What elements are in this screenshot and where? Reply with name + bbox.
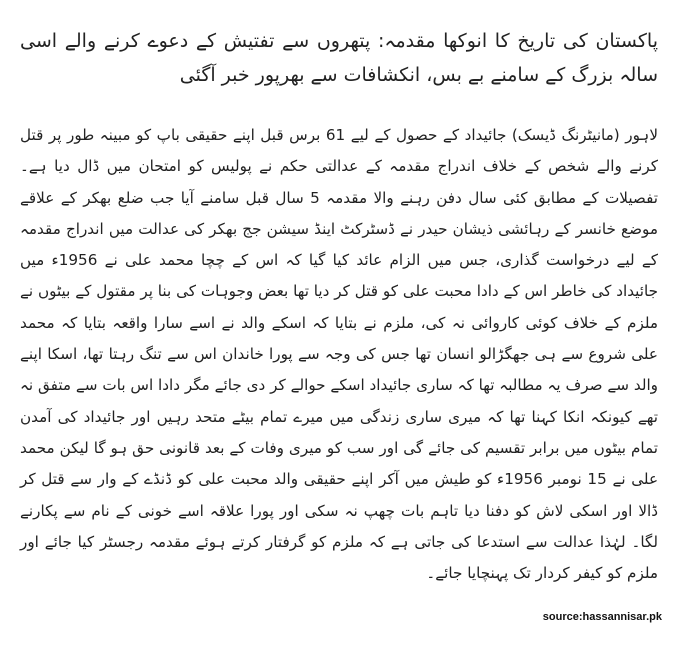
source-credit: source:hassannisar.pk <box>542 611 662 623</box>
article-body: لاہور (مانیٹرنگ ڈیسک) جائیداد کے حصول کے لیے 61 برس قبل اپنے حقیقی باپ کو مبینہ طور پر قتل کرنے والے شخص کے خلاف اندراج مقدمہ کے عدالتی حکم نے پولیس کو امتحان میں ڈال دیا ہے۔ تفصیلات کے مطابق کئی سال دفن رہنے والا مقدمہ 5 سال قبل سامنے آیا جب ضلع بھکر کے علاقے موضع خانسر کے رہائشی ذیشان حیدر نے ڈسٹرکٹ اینڈ سیشن جج بھکر کی عدالت میں اندراج مقدمہ کے لیے درخواست گذاری، جس میں الزام عائد کیا گیا کہ اس کے چچا محمد علی نے 1956ء میں جائیداد کی خاطر اس کے دادا محبت علی کو قتل کر دیا تھا بعض وجوہات کی بنا پر مقتول کے بیٹوں نے ملزم کے خلاف کوئی کاروائی نہ کی، ملزم نے بتایا کہ اسکے والد نے اسے سارا واقعہ بتایا کہ محمد علی شروع سے ہی جھگڑالو انسان تھا جس کی وجہ سے پورا خاندان اس سے تنگ رہتا تھا، اسکا اپنے والد سے صرف یہ مطالبہ تھا کہ ساری جائیداد اسکے حوالے کر دی جائے مگر دادا اس بات سے متفق نہ تھے کیونکہ انکا کہنا تھا کہ میری ساری زندگی میں میرے تمام بیٹے متحد رہیں اور جائیداد کی آمدن تمام بیٹوں میں برابر تقسیم کی جائے گی اور سب کو میری وفات کے بعد قانونی حق ہو گا لیکن محمد علی نے 15 نومبر 1956ء کو طیش میں آکر اپنے حقیقی والد محبت علی کو ڈنڈے کے وار سے قتل کر ڈالا اور اسکی لاش کو دفنا دیا تاہم بات چھپ نہ سکی اور پورا علاقہ اسے خونی کے نام سے پکارنے لگا۔ لہٰذا عدالت سے استدعا کی جاتی ہے کہ ملزم کو گرفتار کرتے ہوئے مقدمہ رجسٹر کیا جائے اور ملزم کو کیفر کردار تک پہنچایا جائے۔ <box>20 126 659 583</box>
headline: پاکستان کی تاریخ کا انوکھا مقدمہ: پتھروں سے تفتیش کے دعوے کرنے والے اسی سالہ بزرگ کے سامنے بے بس، انکشافات سے بھرپور خبر آگئی <box>20 30 658 86</box>
article <box>20 24 658 589</box>
